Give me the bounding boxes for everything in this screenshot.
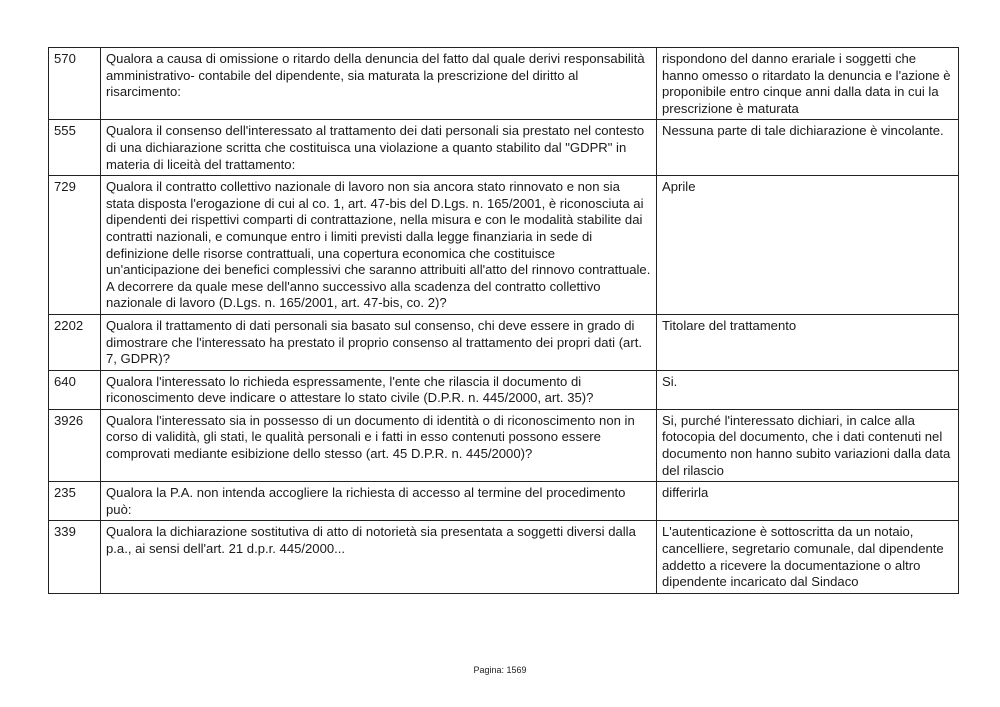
question-id: 729 <box>49 176 101 315</box>
table-row <box>49 482 959 521</box>
table-row <box>49 370 959 409</box>
question-text: Qualora il trattamento di dati personali sia basato sul consenso, chi deve essere in grado di dimostrare che l'interessato ha prestato il proprio consenso al trattamento dei propri dati (art. 7, GDPR)? <box>101 314 657 370</box>
questions-table <box>48 47 959 594</box>
question-id: 2202 <box>49 314 101 370</box>
question-id: 3926 <box>49 409 101 481</box>
table-row <box>49 48 959 120</box>
table-row <box>49 521 959 593</box>
question-text: Qualora la P.A. non intenda accogliere la richiesta di accesso al termine del procedimento può: <box>101 482 657 521</box>
table-row <box>49 120 959 176</box>
question-id: 640 <box>49 370 101 409</box>
answer-text: rispondono del danno erariale i soggetti che hanno omesso o ritardato la denuncia e l'azione è proponibile entro cinque anni dalla data in cui la prescrizione è maturata <box>657 48 959 120</box>
table-row <box>49 176 959 315</box>
question-id: 235 <box>49 482 101 521</box>
question-id: 339 <box>49 521 101 593</box>
answer-text: Si. <box>657 370 959 409</box>
question-text: Qualora la dichiarazione sostitutiva di atto di notorietà sia presentata a soggetti diversi dalla p.a., ai sensi dell'art. 21 d.p.r. 445/2000... <box>101 521 657 593</box>
table-row <box>49 314 959 370</box>
answer-text: Nessuna parte di tale dichiarazione è vincolante. <box>657 120 959 176</box>
question-text: Qualora il consenso dell'interessato al trattamento dei dati personali sia prestato nel contesto di una dichiarazione scritta che costituisca una violazione a quanto stabilito dal "GDPR" in materia di liceità del trattamento: <box>101 120 657 176</box>
answer-text: differirla <box>657 482 959 521</box>
answer-text: L'autenticazione è sottoscritta da un notaio, cancelliere, segretario comunale, dal dipendente addetto a ricevere la documentazione o altro dipendente incaricato dal Sindaco <box>657 521 959 593</box>
question-id: 570 <box>49 48 101 120</box>
question-text: Qualora l'interessato sia in possesso di un documento di identità o di riconoscimento non in corso di validità, gli stati, le qualità personali e i fatti in esso contenuti possono essere comprovati mediante esibizione dello stesso (art. 45 D.P.R. n. 445/2000)? <box>101 409 657 481</box>
question-text: Qualora il contratto collettivo nazionale di lavoro non sia ancora stato rinnovato e non sia stata disposta l'erogazione di cui al co. 1, art. 47-bis del D.Lgs. n. 165/2001, è riconosciuta ai dipendenti dei rispettivi comparti di contrattazione, nella misura e con le modalità stabilite dai contratti nazionali, e comunque entro i limiti previsti dalla legge finanziaria in sede di definizione delle risorse contrattuali, una copertura economica che costituisce un'anticipazione dei benefici complessivi che saranno attribuiti all'atto del rinnovo contrattuale. A decorrere da quale mese dell'anno successivo alla scadenza del contratto collettivo nazionale di lavoro (D.Lgs. n. 165/2001, art. 47-bis, co. 2)? <box>101 176 657 315</box>
answer-text: Titolare del trattamento <box>657 314 959 370</box>
question-text: Qualora l'interessato lo richieda espressamente, l'ente che rilascia il documento di riconoscimento deve indicare o attestare lo stato civile (D.P.R. n. 445/2000, art. 35)? <box>101 370 657 409</box>
answer-text: Aprile <box>657 176 959 315</box>
page-number: Pagina: 1569 <box>473 665 527 675</box>
question-text: Qualora a causa di omissione o ritardo della denuncia del fatto dal quale derivi responsabilità amministrativo- contabile del dipendente, sia maturata la prescrizione del diritto al risarcimento: <box>101 48 657 120</box>
question-id: 555 <box>49 120 101 176</box>
answer-text: Si, purché l'interessato dichiari, in calce alla fotocopia del documento, che i dati contenuti nel documento non hanno subito variazioni dalla data del rilascio <box>657 409 959 481</box>
table-row <box>49 409 959 481</box>
